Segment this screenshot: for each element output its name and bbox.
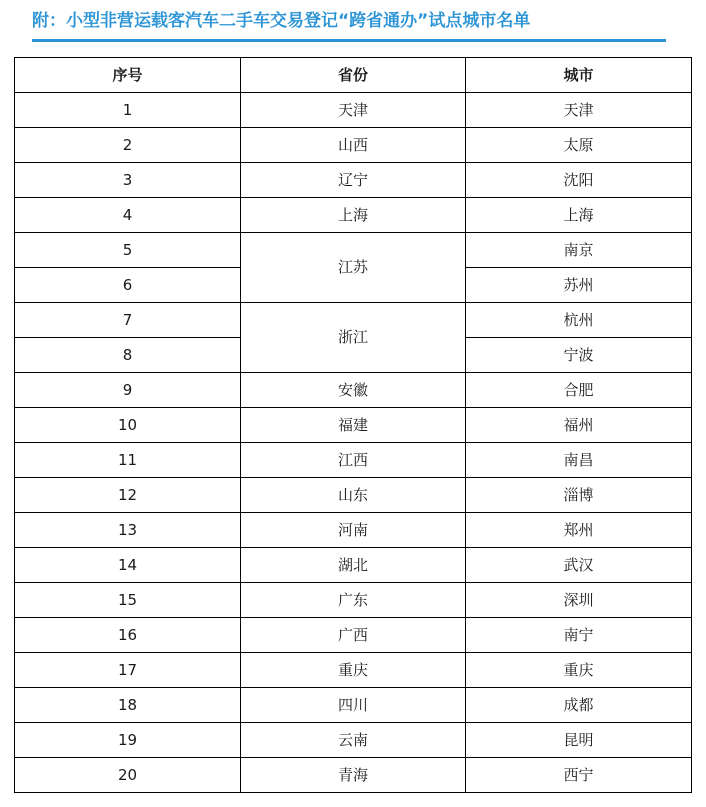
table-row <box>15 513 692 548</box>
row-number: 8 <box>15 338 241 373</box>
table-row <box>15 163 692 198</box>
pilot-cities-table <box>14 57 692 793</box>
row-number: 13 <box>15 513 241 548</box>
table-row <box>15 408 692 443</box>
province-cell: 河南 <box>241 513 466 548</box>
row-number: 14 <box>15 548 241 583</box>
row-number: 7 <box>15 303 241 338</box>
city-cell: 福州 <box>466 408 692 443</box>
city-cell: 上海 <box>466 198 692 233</box>
row-number: 20 <box>15 758 241 793</box>
row-number: 6 <box>15 268 241 303</box>
province-cell: 天津 <box>241 93 466 128</box>
row-number: 16 <box>15 618 241 653</box>
row-number: 4 <box>15 198 241 233</box>
city-cell: 沈阳 <box>466 163 692 198</box>
city-cell: 合肥 <box>466 373 692 408</box>
city-cell: 淄博 <box>466 478 692 513</box>
city-cell: 南宁 <box>466 618 692 653</box>
column-header-number: 序号 <box>15 58 241 93</box>
row-number: 19 <box>15 723 241 758</box>
province-cell: 广西 <box>241 618 466 653</box>
city-cell: 成都 <box>466 688 692 723</box>
row-number: 2 <box>15 128 241 163</box>
province-cell: 四川 <box>241 688 466 723</box>
city-cell: 昆明 <box>466 723 692 758</box>
row-number: 11 <box>15 443 241 478</box>
row-number: 15 <box>15 583 241 618</box>
row-number: 1 <box>15 93 241 128</box>
city-cell: 太原 <box>466 128 692 163</box>
column-header-province: 省份 <box>241 58 466 93</box>
province-cell: 湖北 <box>241 548 466 583</box>
title-prefix: 附： <box>32 11 66 31</box>
province-cell: 重庆 <box>241 653 466 688</box>
city-cell: 宁波 <box>466 338 692 373</box>
row-number: 10 <box>15 408 241 443</box>
row-number: 9 <box>15 373 241 408</box>
city-cell: 深圳 <box>466 583 692 618</box>
city-cell: 南京 <box>466 233 692 268</box>
row-number: 5 <box>15 233 241 268</box>
city-cell: 武汉 <box>466 548 692 583</box>
row-number: 18 <box>15 688 241 723</box>
row-number: 17 <box>15 653 241 688</box>
page-title <box>32 8 666 38</box>
province-cell: 广东 <box>241 583 466 618</box>
province-cell: 山东 <box>241 478 466 513</box>
table-header-row <box>15 58 692 93</box>
city-cell: 郑州 <box>466 513 692 548</box>
province-cell: 福建 <box>241 408 466 443</box>
row-number: 3 <box>15 163 241 198</box>
table-row <box>15 233 692 268</box>
city-cell: 西宁 <box>466 758 692 793</box>
city-cell: 天津 <box>466 93 692 128</box>
city-cell: 苏州 <box>466 268 692 303</box>
province-cell: 上海 <box>241 198 466 233</box>
province-cell: 浙江 <box>241 303 466 373</box>
table-row <box>15 93 692 128</box>
table-row <box>15 443 692 478</box>
province-cell: 辽宁 <box>241 163 466 198</box>
table-row <box>15 583 692 618</box>
table-row <box>15 618 692 653</box>
city-cell: 南昌 <box>466 443 692 478</box>
title-underline <box>32 39 666 42</box>
province-cell: 山西 <box>241 128 466 163</box>
table-row <box>15 548 692 583</box>
title-text: 小型非营运载客汽车二手车交易登记“跨省通办”试点城市名单 <box>66 11 531 31</box>
table-row <box>15 758 692 793</box>
table-row <box>15 478 692 513</box>
table-row <box>15 688 692 723</box>
table-row <box>15 303 692 338</box>
table-row <box>15 198 692 233</box>
city-cell: 杭州 <box>466 303 692 338</box>
province-cell: 云南 <box>241 723 466 758</box>
column-header-city: 城市 <box>466 58 692 93</box>
province-cell: 安徽 <box>241 373 466 408</box>
city-cell: 重庆 <box>466 653 692 688</box>
row-number: 12 <box>15 478 241 513</box>
province-cell: 江苏 <box>241 233 466 303</box>
province-cell: 青海 <box>241 758 466 793</box>
table-row <box>15 128 692 163</box>
table-row <box>15 653 692 688</box>
table-row <box>15 723 692 758</box>
province-cell: 江西 <box>241 443 466 478</box>
table-row <box>15 373 692 408</box>
